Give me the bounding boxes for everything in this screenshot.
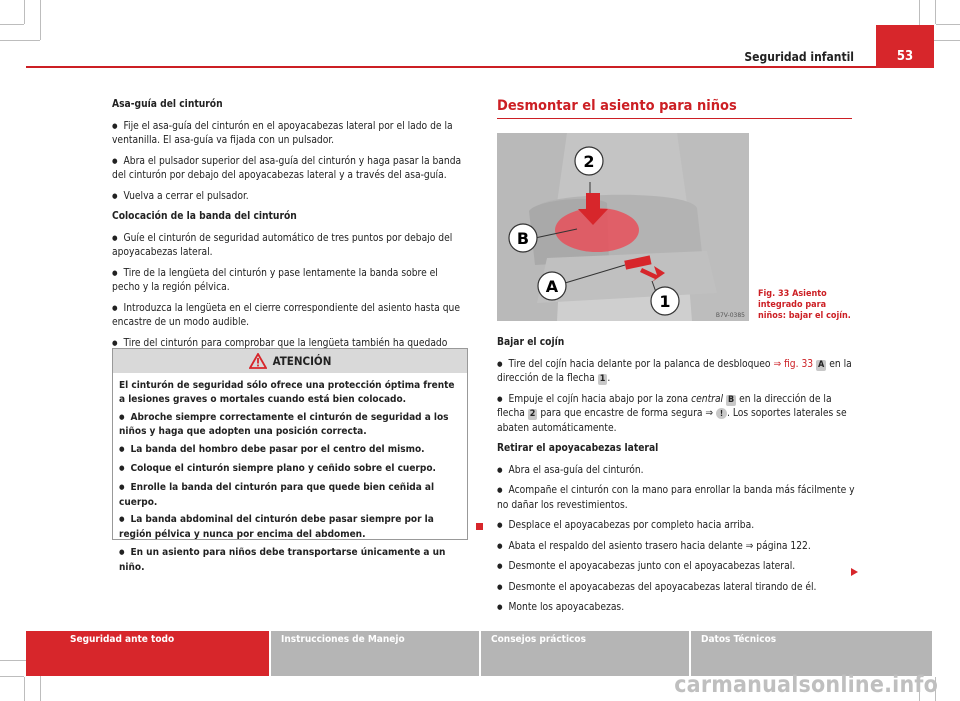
list-item: ● Abra el pulsador superior del asa-guía del cinturón y haga pasar la banda del cinturón por debajo del apoyacabezas lateral y a través del asa-guía. — [112, 155, 467, 184]
right-column-text — [497, 336, 857, 622]
caption-text: Asiento integrado para niños: bajar el cojín. — [758, 289, 851, 321]
list-item: ● Monte los apoyacabezas. — [497, 601, 857, 616]
callout-a — [538, 272, 566, 300]
label-1: 1 — [599, 374, 606, 384]
crop-mark — [0, 40, 40, 41]
tab-datos[interactable]: Datos Técnicos — [691, 631, 932, 676]
crop-mark — [24, 677, 25, 701]
left-column — [112, 98, 467, 372]
footer-tabs — [26, 631, 934, 676]
heading-remove-headrest: Retirar el apoyacabezas lateral — [497, 443, 659, 454]
section-title: Desmontar el asiento para niños — [497, 98, 852, 119]
list-item: ● Vuelva a cerrar el pulsador. — [112, 190, 467, 205]
figure-code: B7V-0385 — [715, 312, 745, 319]
warning-item: ● Enrolle la banda del cinturón para que quede bien ceñida al cuerpo. — [119, 481, 461, 510]
label-a: A — [818, 359, 825, 370]
svg-text:1: 1 — [659, 292, 671, 311]
svg-text:A: A — [545, 277, 559, 296]
figure-caption — [758, 289, 854, 322]
label-b: B — [728, 394, 735, 405]
tab-instrucciones[interactable]: Instrucciones de Manejo — [271, 631, 479, 676]
list-item: ● Guíe el cinturón de seguridad automático de tres puntos por debajo del apoyacabezas lateral. — [112, 232, 467, 261]
crop-mark — [936, 24, 960, 25]
svg-text:2: 2 — [583, 152, 595, 171]
list-item: ● Tire de la lengüeta del cinturón y pase lentamente la banda sobre el pecho y la región pélvica. — [112, 267, 467, 296]
page-number: 53 — [876, 25, 934, 68]
section-end-marker — [476, 523, 483, 530]
list-item: ● Desmonte el apoyacabezas del apoyacabezas lateral tirando de él. — [497, 581, 857, 596]
warning-item: ● La banda del hombro debe pasar por el centro del mismo. — [119, 443, 461, 458]
list-item: ● Desmonte el apoyacabezas junto con el apoyacabezas lateral. — [497, 560, 857, 575]
heading-belt-guide: Asa-guía del cinturón — [112, 99, 223, 110]
crop-mark — [935, 0, 936, 24]
seat-illustration — [497, 133, 749, 321]
warning-ref-icon[interactable]: ! — [716, 408, 727, 419]
list-item: ● Acompañe el cinturón con la mano para enrollar la banda más fácilmente y no dañar los revestimientos. — [497, 484, 857, 513]
figure-seat-illustration — [497, 133, 749, 321]
list-item: ● Fije el asa-guía del cinturón en el apoyacabezas lateral por el lado de la ventanilla. El asa-guía va fijada con un pulsador. — [112, 120, 467, 149]
warning-lead: El cinturón de seguridad sólo ofrece una protección óptima frente a lesiones graves o mortales cuando está bien colocado. — [119, 380, 455, 405]
warning-body — [113, 373, 467, 585]
list-item: ● Tire del cinturón para comprobar que la lengüeta también ha quedado — [112, 337, 467, 366]
tab-seguridad[interactable]: Seguridad ante todo — [26, 631, 269, 676]
callout-2 — [575, 147, 603, 175]
warning-title: ATENCIÓN — [272, 354, 332, 368]
heading-belt-placement: Colocación de la banda del cinturón — [112, 211, 297, 222]
crop-mark — [40, 0, 41, 40]
crop-mark — [0, 676, 24, 677]
label-2: 2 — [529, 409, 536, 419]
warning-item: ● Coloque el cinturón siempre plano y ceñido sobre el cuerpo. — [119, 462, 461, 477]
header-rule — [26, 66, 934, 68]
list-item: ● Introduzca la lengüeta en el cierre correspondiente del asiento hasta que encastre de un modo audible. — [112, 302, 467, 331]
continue-arrow-icon — [851, 568, 858, 576]
list-item: ● Abra el asa-guía del cinturón. — [497, 464, 857, 479]
callout-b — [509, 224, 537, 252]
svg-text:B: B — [516, 229, 530, 248]
list-item: ● Empuje el cojín hacia abajo por la zona central B en la dirección de la flecha 2 para que encastre de forma segura ⇒ ! . Los soportes laterales se abaten automáticamente. — [497, 393, 857, 437]
warning-item: ● En un asiento para niños debe transportarse únicamente a un niño. — [119, 546, 461, 575]
crop-mark — [24, 0, 25, 24]
list-item: ● Abata el respaldo del asiento trasero hacia delante ⇒ página 122. — [497, 540, 857, 555]
warning-header — [113, 349, 467, 373]
callout-1 — [651, 287, 679, 315]
tab-consejos[interactable]: Consejos prácticos — [481, 631, 689, 676]
heading-lower-cushion: Bajar el cojín — [497, 337, 565, 348]
list-item: ● Desplace el apoyacabezas por completo hacia arriba. — [497, 519, 857, 534]
warning-item: ● La banda abdominal del cinturón debe pasar siempre por la región pélvica y nunca por encima del abdomen. — [119, 513, 461, 542]
caption-number: Fig. 33 — [758, 289, 790, 299]
warning-triangle-icon — [249, 353, 267, 369]
watermark: carmanualsonline.info — [674, 672, 938, 698]
list-item: ● Tire del cojín hacia delante por la palanca de desbloqueo ⇒ fig. 33 A en la dirección de la flecha 1 . — [497, 358, 857, 387]
warning-item: ● Abroche siempre correctamente el cinturón de seguridad a los niños y haga que adopten una posición correcta. — [119, 411, 461, 440]
crop-mark — [0, 24, 24, 25]
figure-link[interactable]: ⇒ fig. 33 — [773, 358, 814, 370]
right-column-header — [497, 98, 852, 119]
warning-box — [112, 348, 468, 573]
chapter-title: Seguridad infantil — [744, 50, 854, 64]
